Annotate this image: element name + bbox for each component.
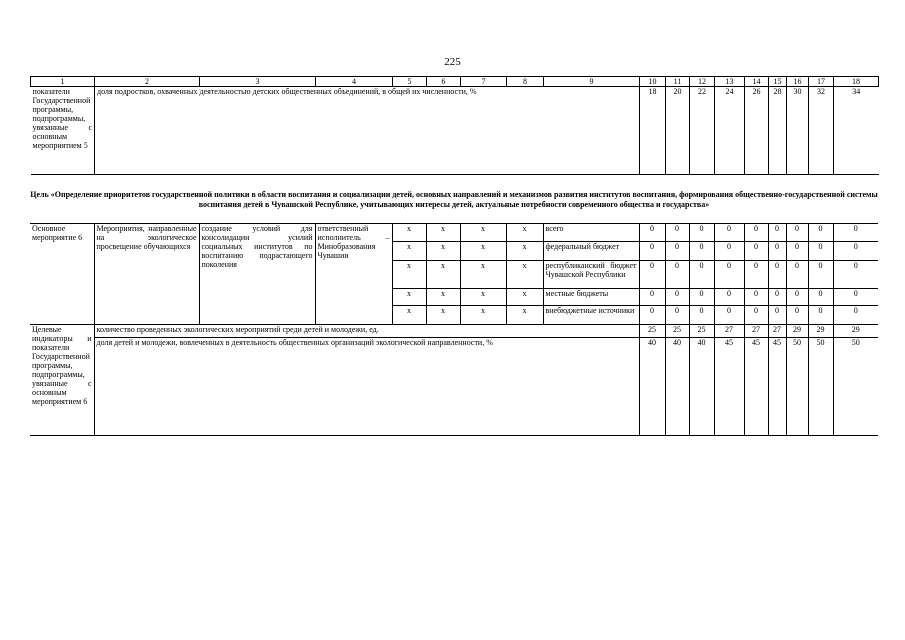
indicator-text-6b: доля детей и молодежи, вовлеченных в деятельность общественных организаций экологической направленности, %	[94, 338, 639, 436]
value-cell: 0	[808, 224, 833, 242]
value-cell: 0	[768, 306, 786, 325]
x-cell: x	[392, 260, 426, 288]
indicator-text-5: доля подростков, охваченных деятельностью детских общественных объединений, в общей их численности, %	[95, 87, 640, 175]
value-cell: 0	[744, 224, 768, 242]
value-cell: 50	[786, 338, 808, 436]
value-cell: 0	[714, 306, 744, 325]
value-cell: 0	[744, 241, 768, 260]
value-cell: 0	[786, 306, 808, 325]
value-cell: 26	[745, 87, 769, 175]
value-cell: 0	[808, 260, 833, 288]
activity-executor: ответственный исполнитель – Минобразования Чувашии	[315, 224, 392, 325]
x-cell: x	[506, 260, 543, 288]
x-cell: x	[426, 260, 460, 288]
value-cell: 45	[744, 338, 768, 436]
x-cell: x	[426, 241, 460, 260]
value-cell: 0	[689, 260, 714, 288]
col-num: 9	[544, 77, 640, 87]
value-cell: 0	[833, 288, 878, 306]
value-cell: 18	[640, 87, 666, 175]
value-cell: 45	[714, 338, 744, 436]
value-cell: 20	[666, 87, 690, 175]
value-cell: 0	[768, 260, 786, 288]
value-cell: 0	[744, 306, 768, 325]
x-cell: x	[460, 306, 506, 325]
value-cell: 28	[769, 87, 787, 175]
col-num: 15	[769, 77, 787, 87]
x-cell: x	[392, 224, 426, 242]
indicator-label-5: показатели Государственной программы, подпрограммы, увязанные с основным мероприятием 5	[31, 87, 95, 175]
value-cell: 0	[786, 260, 808, 288]
x-cell: x	[392, 288, 426, 306]
value-cell: 0	[639, 288, 665, 306]
value-cell: 0	[639, 306, 665, 325]
value-cell: 0	[833, 260, 878, 288]
col-num: 5	[393, 77, 427, 87]
col-num: 8	[507, 77, 544, 87]
value-cell: 34	[834, 87, 879, 175]
value-cell: 25	[639, 325, 665, 338]
col-num: 2	[95, 77, 200, 87]
value-cell: 0	[665, 288, 689, 306]
col-num: 3	[200, 77, 316, 87]
value-cell: 0	[786, 241, 808, 260]
value-cell: 0	[639, 260, 665, 288]
indicator-row-5	[31, 87, 879, 175]
activity-number: Основное мероприятие 6	[30, 224, 94, 325]
col-num: 14	[745, 77, 769, 87]
indicator-label-6: Целевые индикаторы и показатели Государственной программы, подпрограммы, увязанные с основным мероприятием 6	[30, 325, 94, 436]
activity-name: Мероприятия, направленные на экологическое просвещение обучающихся	[94, 224, 199, 325]
value-cell: 40	[689, 338, 714, 436]
x-cell: x	[426, 288, 460, 306]
x-cell: x	[392, 306, 426, 325]
col-num: 7	[461, 77, 507, 87]
value-cell: 0	[768, 224, 786, 242]
value-cell: 0	[714, 224, 744, 242]
x-cell: x	[506, 306, 543, 325]
value-cell: 0	[786, 288, 808, 306]
value-cell: 25	[665, 325, 689, 338]
value-cell: 45	[768, 338, 786, 436]
value-cell: 50	[833, 338, 878, 436]
value-cell: 0	[833, 241, 878, 260]
value-cell: 0	[714, 288, 744, 306]
page-number: 225	[444, 56, 461, 68]
value-cell: 0	[689, 241, 714, 260]
col-num: 11	[666, 77, 690, 87]
value-cell: 24	[715, 87, 745, 175]
activity-goal: создание условий для консолидации усилий социальных институтов по воспитанию подрастающего поколения	[199, 224, 315, 325]
value-cell: 29	[808, 325, 833, 338]
funding-source: всего	[543, 224, 639, 242]
x-cell: x	[426, 224, 460, 242]
col-num: 12	[690, 77, 715, 87]
value-cell: 0	[744, 260, 768, 288]
col-num: 16	[787, 77, 809, 87]
value-cell: 0	[665, 306, 689, 325]
col-num: 10	[640, 77, 666, 87]
x-cell: x	[392, 241, 426, 260]
indicator-row-6a	[30, 325, 878, 338]
col-num: 6	[427, 77, 461, 87]
value-cell: 29	[833, 325, 878, 338]
funding-source: местные бюджеты	[543, 288, 639, 306]
activity-row	[30, 224, 878, 242]
x-cell: x	[460, 260, 506, 288]
x-cell: x	[460, 241, 506, 260]
table-activity-6	[30, 223, 878, 436]
table-header-block	[30, 76, 879, 175]
x-cell: x	[426, 306, 460, 325]
value-cell: 0	[744, 288, 768, 306]
col-num: 13	[715, 77, 745, 87]
value-cell: 0	[808, 288, 833, 306]
indicator-text-6a: количество проведенных экологических мероприятий среди детей и молодежи, ед.	[94, 325, 639, 338]
indicator-row-6b	[30, 338, 878, 436]
value-cell: 29	[786, 325, 808, 338]
x-cell: x	[460, 288, 506, 306]
value-cell: 0	[689, 306, 714, 325]
value-cell: 0	[639, 241, 665, 260]
value-cell: 30	[787, 87, 809, 175]
goal-heading: Цель «Определение приоритетов государственной политики в области воспитания и социализации детей, основных направлений и механизмов развития институтов воспитания, формирования общественно-государственной системы воспитания детей в Чувашской Республике, учитывающих интересы детей, актуальные потребности современного общества и государства»	[30, 190, 878, 209]
x-cell: x	[506, 241, 543, 260]
value-cell: 0	[768, 288, 786, 306]
value-cell: 50	[808, 338, 833, 436]
value-cell: 0	[786, 224, 808, 242]
value-cell: 0	[808, 241, 833, 260]
col-num: 18	[834, 77, 879, 87]
value-cell: 40	[665, 338, 689, 436]
col-num: 17	[809, 77, 834, 87]
value-cell: 0	[833, 306, 878, 325]
value-cell: 0	[665, 224, 689, 242]
value-cell: 27	[768, 325, 786, 338]
value-cell: 0	[665, 260, 689, 288]
column-numbers-row	[31, 77, 879, 87]
value-cell: 32	[809, 87, 834, 175]
funding-source: внебюджетные источники	[543, 306, 639, 325]
value-cell: 25	[689, 325, 714, 338]
value-cell: 0	[689, 224, 714, 242]
value-cell: 0	[665, 241, 689, 260]
value-cell: 0	[808, 306, 833, 325]
x-cell: x	[506, 224, 543, 242]
funding-source: федеральный бюджет	[543, 241, 639, 260]
value-cell: 0	[768, 241, 786, 260]
x-cell: x	[460, 224, 506, 242]
value-cell: 27	[744, 325, 768, 338]
value-cell: 0	[833, 224, 878, 242]
value-cell: 0	[689, 288, 714, 306]
value-cell: 0	[714, 241, 744, 260]
col-num: 4	[316, 77, 393, 87]
value-cell: 40	[639, 338, 665, 436]
value-cell: 27	[714, 325, 744, 338]
value-cell: 0	[714, 260, 744, 288]
x-cell: x	[506, 288, 543, 306]
col-num: 1	[31, 77, 95, 87]
funding-source: республиканский бюджет Чувашской Республики	[543, 260, 639, 288]
value-cell: 22	[690, 87, 715, 175]
value-cell: 0	[639, 224, 665, 242]
